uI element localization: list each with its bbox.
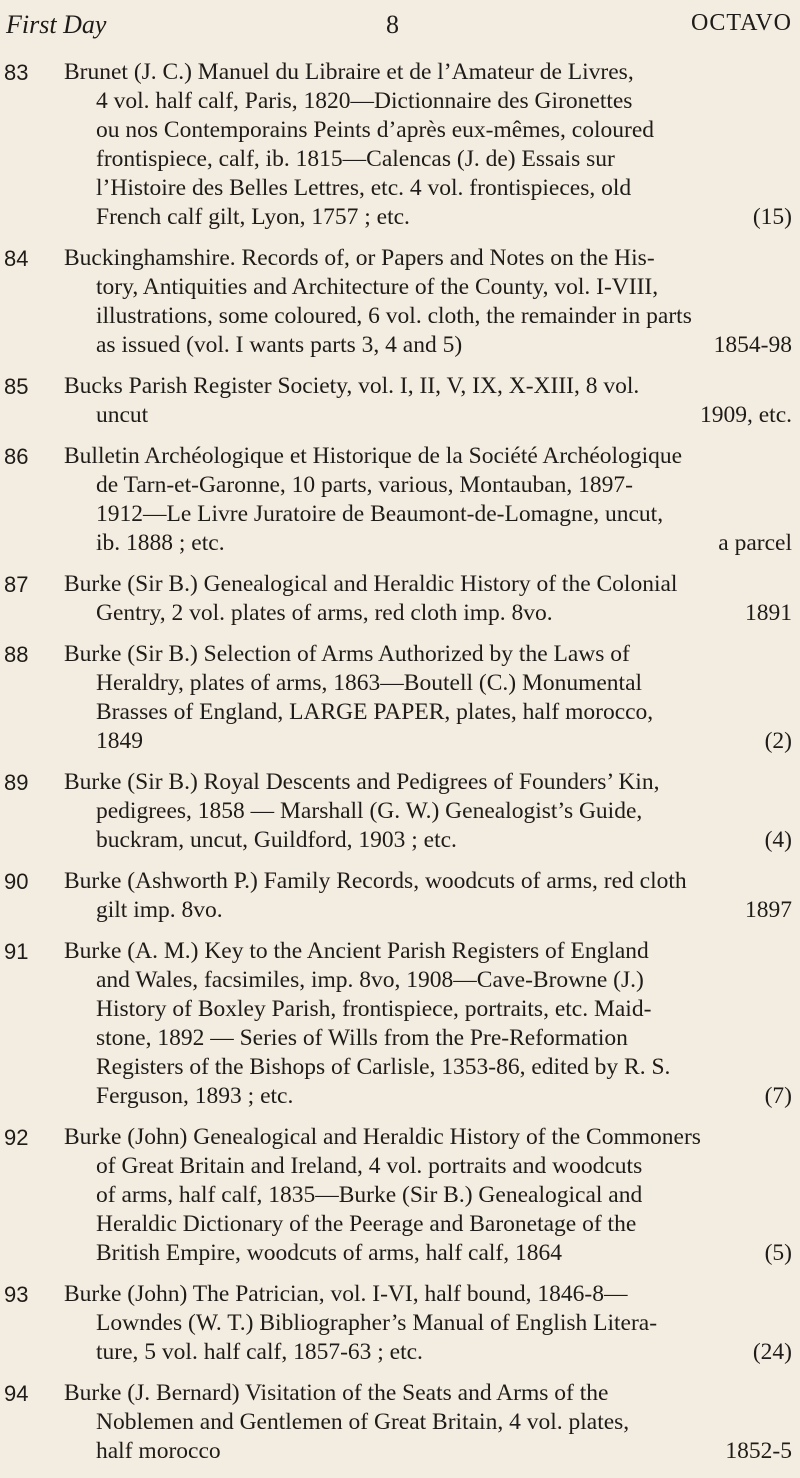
- description-line: Noblemen and Gentlemen of Great Britain, 4 vol. plates,: [96, 1409, 630, 1435]
- lot-description: [64, 867, 792, 925]
- lot-quantity-or-date: a parcel: [718, 530, 792, 556]
- lot-quantity-or-date: (5): [764, 1240, 792, 1266]
- lot-quantity-or-date: 1909, etc.: [699, 402, 792, 428]
- description-line: 1849: [96, 728, 143, 754]
- description-line: Burke (J. Bernard) Visitation of the Seats and Arms of the: [64, 1380, 609, 1406]
- description-line: Buckinghamshire. Records of, or Papers and Notes on the His-: [64, 245, 655, 271]
- running-header: [0, 10, 800, 46]
- catalogue-entry: [0, 1123, 800, 1268]
- description-last-line: [64, 896, 792, 925]
- description-line: Brunet (J. C.) Manuel du Libraire et de l’Amateur de Livres,: [64, 59, 634, 85]
- catalogue-entry: [0, 937, 800, 1111]
- description-line: Burke (A. M.) Key to the Ancient Parish Registers of England: [64, 938, 649, 964]
- lot-number: 89: [4, 770, 29, 795]
- lot-number: 84: [4, 246, 29, 271]
- description-line: as issued (vol. I wants parts 3, 4 and 5): [96, 332, 463, 358]
- description-last-line: [64, 401, 792, 430]
- lot-description: [64, 1123, 792, 1268]
- description-last-line: [64, 203, 792, 232]
- description-line: Heraldry, plates of arms, 1863—Boutell (C.) Monumental: [96, 670, 643, 696]
- lot-number: 83: [4, 60, 29, 85]
- description-line: Brasses of England, LARGE PAPER, plates, half morocco,: [96, 699, 654, 725]
- description-line: 1912—Le Livre Juratoire de Beaumont-de-Lomagne, uncut,: [96, 501, 664, 527]
- lot-number: 88: [4, 642, 29, 667]
- description-line: Burke (John) The Patrician, vol. I-VI, half bound, 1846-8—: [64, 1281, 628, 1307]
- page-number: 8: [386, 10, 399, 39]
- lot-description: [64, 768, 792, 855]
- description-line: pedigrees, 1858 — Marshall (G. W.) Genealogist’s Guide,: [96, 798, 643, 824]
- description-line: ib. 1888 ; etc.: [96, 530, 225, 556]
- description-line: tory, Antiquities and Architecture of the County, vol. I-VIII,: [96, 274, 659, 300]
- description-line: illustrations, some coloured, 6 vol. cloth, the remainder in parts: [96, 303, 692, 329]
- description-last-line: [64, 1338, 792, 1367]
- lot-quantity-or-date: 1891: [745, 600, 792, 626]
- catalogue-entry: [0, 640, 800, 756]
- lot-number: 86: [4, 444, 29, 469]
- description-line: Heraldic Dictionary of the Peerage and Baronetage of the: [96, 1211, 637, 1237]
- description-last-line: [64, 826, 792, 855]
- description-last-line: [64, 727, 792, 756]
- lot-description: [64, 640, 792, 756]
- description-line: buckram, uncut, Guildford, 1903 ; etc.: [96, 827, 457, 853]
- header-section-title: First Day: [6, 10, 107, 39]
- lot-quantity-or-date: (7): [764, 1083, 792, 1109]
- description-line: Burke (Sir B.) Selection of Arms Authorized by the Laws of: [64, 641, 630, 667]
- description-line: Bulletin Archéologique et Historique de la Société Archéologique: [64, 443, 683, 469]
- description-line: History of Boxley Parish, frontispiece, portraits, etc. Maid-: [96, 996, 652, 1022]
- description-line: Lowndes (W. T.) Bibliographer’s Manual of English Litera-: [96, 1310, 658, 1336]
- description-line: Registers of the Bishops of Carlisle, 1353-86, edited by R. S.: [96, 1054, 671, 1080]
- lot-number: 90: [4, 869, 29, 894]
- lot-description: [64, 570, 792, 628]
- description-line: uncut: [96, 402, 149, 428]
- description-line: gilt imp. 8vo.: [96, 897, 223, 923]
- description-last-line: [64, 1082, 792, 1111]
- lot-quantity-or-date: 1897: [745, 897, 792, 923]
- description-line: Ferguson, 1893 ; etc.: [96, 1083, 294, 1109]
- catalogue-entry: [0, 58, 800, 232]
- description-line: Burke (Sir B.) Royal Descents and Pedigrees of Founders’ Kin,: [64, 769, 660, 795]
- lot-quantity-or-date: (4): [764, 827, 792, 853]
- lot-quantity-or-date: (24): [752, 1339, 792, 1365]
- catalogue-entry: [0, 442, 800, 558]
- catalogue-entry: [0, 1280, 800, 1367]
- lot-description: [64, 372, 792, 430]
- description-line: Burke (John) Genealogical and Heraldic History of the Commoners: [64, 1124, 701, 1150]
- description-line: Burke (Sir B.) Genealogical and Heraldic History of the Colonial: [64, 571, 678, 597]
- lot-number: 87: [4, 572, 29, 597]
- catalogue-entry: [0, 1379, 800, 1466]
- lot-number: 94: [4, 1381, 29, 1406]
- catalogue-entry: [0, 570, 800, 628]
- lot-quantity-or-date: (15): [752, 204, 792, 230]
- description-line: and Wales, facsimiles, imp. 8vo, 1908—Cave-Browne (J.): [96, 967, 644, 993]
- catalogue-entry: [0, 244, 800, 360]
- lot-quantity-or-date: (2): [764, 728, 792, 754]
- catalogue-entries: [0, 58, 800, 1478]
- lot-quantity-or-date: 1852-5: [725, 1438, 792, 1464]
- description-last-line: [64, 1239, 792, 1268]
- description-line: of arms, half calf, 1835—Burke (Sir B.) Genealogical and: [96, 1182, 643, 1208]
- description-line: stone, 1892 — Series of Wills from the Pre-Reformation: [96, 1025, 628, 1051]
- lot-quantity-or-date: 1854-98: [713, 332, 792, 358]
- lot-description: [64, 1280, 792, 1367]
- description-line: Gentry, 2 vol. plates of arms, red cloth imp. 8vo.: [96, 600, 553, 626]
- lot-number: 91: [4, 939, 29, 964]
- lot-description: [64, 244, 792, 360]
- description-line: ture, 5 vol. half calf, 1857-63 ; etc.: [96, 1339, 423, 1365]
- description-line: 4 vol. half calf, Paris, 1820—Dictionnaire des Gironettes: [96, 88, 633, 114]
- lot-number: 93: [4, 1282, 29, 1307]
- description-line: Bucks Parish Register Society, vol. I, II, V, IX, X-XIII, 8 vol.: [64, 373, 640, 399]
- description-line: of Great Britain and Ireland, 4 vol. portraits and woodcuts: [96, 1153, 643, 1179]
- description-last-line: [64, 599, 792, 628]
- lot-description: [64, 1379, 792, 1466]
- catalogue-entry: [0, 372, 800, 430]
- description-last-line: [64, 331, 792, 360]
- lot-description: [64, 937, 792, 1111]
- description-line: Burke (Ashworth P.) Family Records, woodcuts of arms, red cloth: [64, 868, 687, 894]
- description-last-line: [64, 1437, 792, 1466]
- lot-description: [64, 58, 792, 232]
- lot-number: 85: [4, 374, 29, 399]
- description-line: ou nos Contemporains Peints d’après eux-mêmes, coloured: [96, 117, 655, 143]
- description-line: l’Histoire des Belles Lettres, etc. 4 vol. frontispieces, old: [96, 175, 632, 201]
- description-last-line: [64, 529, 792, 558]
- description-line: frontispiece, calf, ib. 1815—Calencas (J. de) Essais sur: [96, 146, 615, 172]
- lot-description: [64, 442, 792, 558]
- lot-number: 92: [4, 1125, 29, 1150]
- header-format: OCTAVO: [691, 10, 792, 36]
- description-line: half morocco: [96, 1438, 221, 1464]
- description-line: French calf gilt, Lyon, 1757 ; etc.: [96, 204, 410, 230]
- description-line: British Empire, woodcuts of arms, half calf, 1864: [96, 1240, 562, 1266]
- description-line: de Tarn-et-Garonne, 10 parts, various, Montauban, 1897-: [96, 472, 633, 498]
- catalogue-entry: [0, 768, 800, 855]
- catalogue-entry: [0, 867, 800, 925]
